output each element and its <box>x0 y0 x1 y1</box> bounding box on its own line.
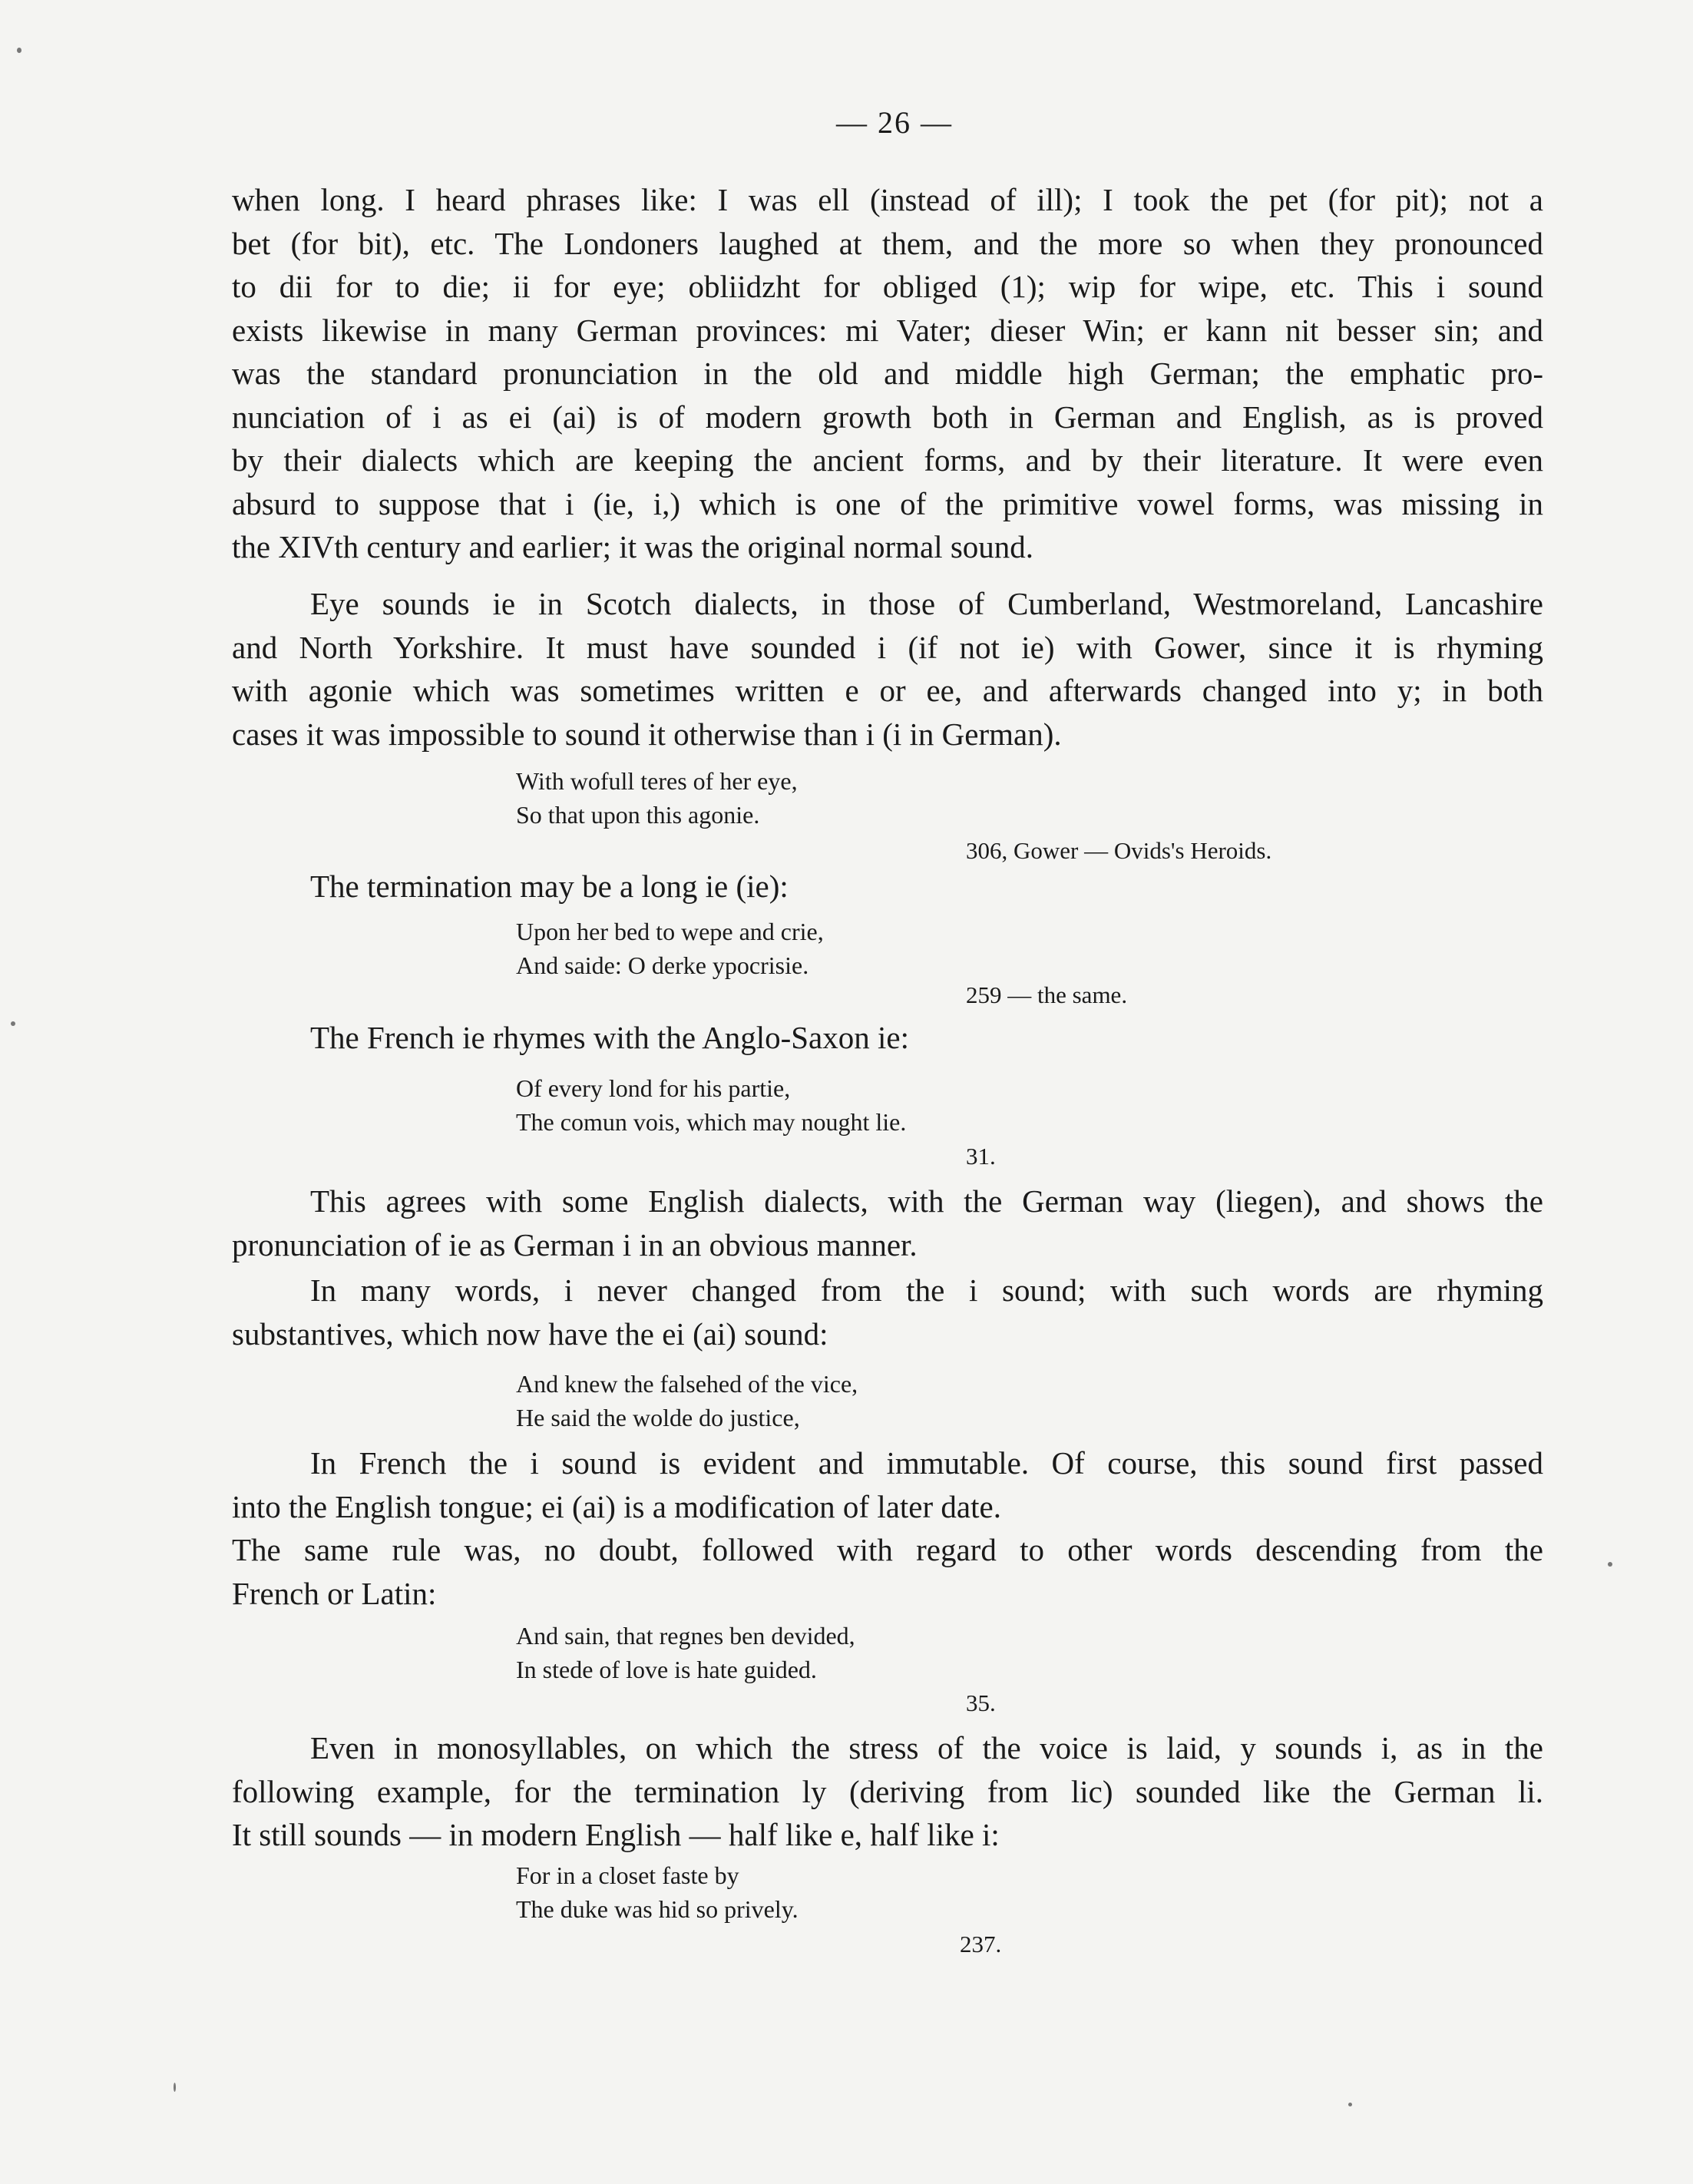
text-line: when long. I heard phrases like: I was ell (instead of ill); I took the pet (for pit); not a <box>232 182 1543 217</box>
verse-line: So that upon this agonie. <box>516 801 760 829</box>
verse-quote-6 <box>516 1858 799 1926</box>
verse-line: Upon her bed to wepe and crie, <box>516 918 824 945</box>
scan-speck <box>1348 2103 1352 2106</box>
text-line: It still sounds — in modern English — half like e, half like i: <box>232 1817 1000 1852</box>
text-line: The same rule was, no doubt, followed with regard to other words descending from the <box>232 1532 1543 1567</box>
verse-quote-1 <box>516 764 798 832</box>
text-line: Even in monosyllables, on which the stress of the voice is laid, y sounds i, as in the <box>310 1730 1543 1765</box>
text-line: bet (for bit), etc. The Londoners laughed at them, and the more so when they pronounced <box>232 225 1543 261</box>
scan-speck <box>17 48 21 53</box>
scan-speck <box>1608 1562 1612 1567</box>
text-line: cases it was impossible to sound it otherwise than i (i in German). <box>232 716 1062 752</box>
text-line: by their dialects which are keeping the ancient forms, and by their literature. It were even <box>232 442 1543 478</box>
verse-line: And sain, that regnes ben devided, <box>516 1622 855 1650</box>
text-line: substantives, which now have the ei (ai) sound: <box>232 1315 828 1352</box>
paragraph-7 <box>232 1441 1543 1615</box>
paragraph-4 <box>232 1016 1543 1060</box>
verse-line: He said the wolde do justice, <box>516 1404 800 1431</box>
verse-quote-3 <box>516 1071 906 1139</box>
paragraph-3 <box>232 865 1543 908</box>
quote-citation-1: 306, Gower — Ovids's Heroids. <box>966 837 1272 864</box>
paragraph-5 <box>232 1180 1543 1266</box>
scan-speck <box>11 1021 15 1026</box>
paragraph-8 <box>232 1726 1543 1857</box>
text-line: This agrees with some English dialects, with the German way (liegen), and shows the <box>310 1183 1543 1219</box>
text-line: the XIVth century and earlier; it was the original normal sound. <box>232 529 1034 564</box>
text-line: In many words, i never changed from the i sound; with such words are rhyming <box>310 1272 1543 1308</box>
quote-citation-6: 237. <box>960 1931 1002 1957</box>
text-line: was the standard pronunciation in the old and middle high German; the emphatic pro- <box>232 356 1543 391</box>
paragraph-2 <box>232 582 1543 756</box>
text-line: The termination may be a long ie (ie): <box>310 869 789 904</box>
text-line: Eye sounds ie in Scotch dialects, in those of Cumberland, Westmoreland, Lancashire <box>310 586 1543 621</box>
scan-speck <box>174 2083 176 2092</box>
paragraph-1 <box>232 178 1543 569</box>
quote-citation-5: 35. <box>966 1689 996 1716</box>
paragraph-6 <box>232 1269 1543 1355</box>
page-number: — 26 — <box>836 105 953 140</box>
verse-line: And saide: O derke ypocrisie. <box>516 951 809 979</box>
text-line: following example, for the termination ly (deriving from lic) sounded like the German li. <box>232 1773 1543 1809</box>
verse-line: The comun vois, which may nought lie. <box>516 1108 907 1136</box>
quote-citation-2: 259 — the same. <box>966 981 1128 1008</box>
verse-quote-5 <box>516 1619 855 1686</box>
quote-citation-3: 31. <box>966 1143 996 1170</box>
verse-line: Of every lond for his partie, <box>516 1074 791 1102</box>
text-line: with agonie which was sometimes written e or ee, and afterwards changed into y; in both <box>232 673 1543 708</box>
verse-line: And knew the falsehed of the vice, <box>516 1370 858 1398</box>
text-line: exists likewise in many German provinces: mi Vater; dieser Win; er kann nit besser sin; and <box>232 312 1543 348</box>
verse-line: For in a closet faste by <box>516 1861 739 1889</box>
verse-quote-4 <box>516 1367 858 1434</box>
text-line: absurd to suppose that i (ie, i,) which is one of the primitive vowel forms, was missing in <box>232 485 1543 521</box>
verse-line: In stede of love is hate guided. <box>516 1656 817 1683</box>
verse-line: With wofull teres of her eye, <box>516 767 798 795</box>
text-line: into the English tongue; ei (ai) is a modification of later date. <box>232 1488 1001 1524</box>
text-line: pronunciation of ie as German i in an obvious manner. <box>232 1226 918 1262</box>
text-line: The French ie rhymes with the Anglo-Saxon ie: <box>310 1020 909 1055</box>
text-line: French or Latin: <box>232 1575 437 1611</box>
verse-quote-2 <box>516 915 824 982</box>
text-line: nunciation of i as ei (ai) is of modern growth both in German and English, as is proved <box>232 399 1543 435</box>
verse-line: The duke was hid so prively. <box>516 1895 799 1923</box>
text-line: and North Yorkshire. It must have sounded i (if not ie) with Gower, since it is rhyming <box>232 629 1543 665</box>
text-line: In French the i sound is evident and immutable. Of course, this sound first passed <box>310 1445 1543 1481</box>
text-line: to dii for to die; ii for eye; obliidzht for obliged (1); wip for wipe, etc. This i sound <box>232 269 1543 304</box>
